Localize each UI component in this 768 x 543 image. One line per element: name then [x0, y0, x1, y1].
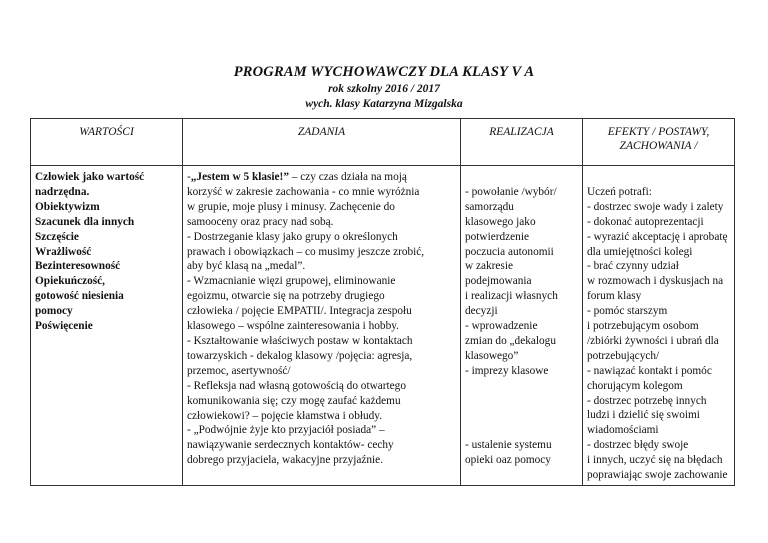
realizacja-line: - ustalenie systemu [465, 439, 552, 452]
realizacja-line: decyzji [465, 305, 498, 318]
efekt-line: i potrzebującym osobom [587, 320, 699, 333]
header-efekty-line1: EFEKTY / POSTAWY, [607, 126, 710, 138]
realizacja-line: poczucia autonomii [465, 245, 554, 258]
realizacja-line: potwierdzenie [465, 230, 529, 243]
realizacja-line: zmian do „dekalogu [465, 334, 556, 347]
zadanie-line: dobrego przyjaciela, wakacyjne przyjaźnie. [187, 454, 384, 467]
zadanie-line: w grupie, moje plusy i minusy. Zachęcenie do [187, 200, 395, 213]
efekt-line: Uczeń potrafi: [587, 185, 652, 198]
efekt-line: - brać czynny udział [587, 260, 679, 273]
header-wartosci: WARTOŚCI [31, 119, 183, 166]
efekt-line: - dostrzec swoje wady i zalety [587, 200, 724, 213]
zadanie-line: - Dostrzeganie klasy jako grupy o określonych [187, 230, 398, 243]
header-zadania: ZADANIA [183, 119, 461, 166]
wartosc-item: Szczęście [35, 230, 79, 243]
wartosc-item: Szacunek dla innych [35, 215, 135, 228]
table-row [31, 166, 735, 486]
program-table [30, 118, 735, 486]
zadanie-line: prawach i obowiązkach – co musimy jeszcze zrobić, [187, 245, 425, 258]
efekt-line: - pomóc starszym [587, 305, 668, 318]
realizacja-line: klasowego jako [465, 215, 536, 228]
efekty-cell [583, 166, 735, 486]
efekt-line: i innych, uczyć się na błędach [587, 454, 723, 467]
zadanie-line: - „Podwójnie żyje kto przyjaciół posiada” – [187, 424, 385, 437]
wartosc-item: nadrzędna. [35, 185, 90, 198]
zadanie-line: człowieka / pojęcie EMPATII/. Integracja zespołu [187, 305, 412, 318]
zadanie-line: - Wzmacnianie więzi grupowej, eliminowanie [187, 275, 396, 288]
efekt-line: - dostrzec błędy swoje [587, 439, 689, 452]
header-realizacja: REALIZACJA [461, 119, 583, 166]
zadanie-line: nawiązywanie serdecznych kontaktów- cechy [187, 439, 394, 452]
realizacja-line: opieki oaz pomocy [465, 454, 551, 467]
school-year: rok szkolny 2016 / 2017 [328, 83, 440, 95]
efekt-line: - wyrazić akceptację i aprobatę [587, 230, 728, 243]
wartosc-item: Wrażliwość [35, 245, 92, 258]
efekt-line: wiadomościami [587, 424, 659, 437]
zadanie-line: towarzyskich - dekalog klasowy /pojęcia: agresja, [187, 349, 413, 362]
efekt-line: - dokonać autoprezentacji [587, 215, 704, 228]
zadania-cell [183, 166, 461, 486]
zadanie-line: samooceny oraz pracy nad sobą. [187, 215, 334, 228]
efekt-line: forum klasy [587, 290, 642, 303]
zadanie-line: - Refleksja nad własną gotowością do otwartego [187, 379, 406, 392]
wartosci-cell [31, 166, 183, 486]
efekt-line: dla umiejętności kolegi [587, 245, 693, 258]
realizacja-line: - imprezy klasowe [465, 364, 549, 377]
zadanie-line: przemoc, asertywność/ [187, 364, 291, 377]
zadanie-line [187, 170, 456, 185]
wartosc-item: Bezinteresowność [35, 260, 121, 273]
realizacja-line: - wprowadzenie [465, 320, 538, 333]
header-efekty [583, 119, 735, 166]
realizacja-line: - powołanie /wybór/ [465, 185, 557, 198]
efekt-line: ludzi i dzielić się swoimi [587, 409, 700, 422]
efekt-line: /zbiórki żywności i ubrań dla [587, 334, 719, 347]
realizacja-line: i realizacji własnych [465, 290, 558, 303]
wartosc-item: Człowiek jako wartość [35, 171, 145, 183]
realizacja-line: w zakresie [465, 260, 513, 273]
efekt-line: potrzebujących/ [587, 349, 660, 362]
zadanie-line: - Kształtowanie właściwych postaw w kontaktach [187, 334, 413, 347]
header-efekty-line2: ZACHOWANIA / [619, 140, 698, 152]
realizacja-line: samorządu [465, 200, 514, 213]
efekt-line: - nawiązać kontakt i pomóc [587, 364, 712, 377]
wartosc-item: Opiekuńczość, [35, 275, 105, 288]
zadanie-highlight: „Jestem w 5 klasie!” [190, 171, 289, 183]
efekt-line: - dostrzec potrzebę innych [587, 394, 707, 407]
zadanie-line: korzyść w zakresie zachowania - co mnie wyróżnia [187, 185, 420, 198]
wartosc-item: Poświęcenie [35, 320, 93, 333]
zadanie-line: komunikowania się; czy mogę zaufać każdemu [187, 394, 401, 407]
class-teacher: wych. klasy Katarzyna Mizgalska [305, 98, 463, 110]
zadanie-line: aby być klasą na „medal”. [187, 260, 306, 273]
zadanie-line: egoizmu, otwarcie się na potrzeby drugiego [187, 290, 385, 303]
zadanie-line: człowiekowi? – pojęcie kłamstwa i obłudy. [187, 409, 383, 422]
efekt-line: w rozmowach i dyskusjach na [587, 275, 724, 288]
table-header-row [31, 119, 735, 166]
wartosc-item: gotowość niesienia [35, 290, 124, 303]
zadanie-rest: – czy czas działa na moją [288, 171, 407, 183]
wartosc-item: pomocy [35, 305, 73, 318]
zadanie-line: klasowego – wspólne zainteresowania i hobby. [187, 320, 399, 333]
realizacja-line: klasowego” [465, 349, 519, 362]
efekt-line: chorującym kolegom [587, 379, 683, 392]
realizacja-line: podejmowania [465, 275, 532, 288]
document-title: PROGRAM WYCHOWAWCZY DLA KLASY V A [233, 64, 535, 80]
wartosc-item: Obiektywizm [35, 200, 100, 213]
realizacja-cell [461, 166, 583, 486]
zadanie-prefix: - [187, 171, 191, 183]
efekt-line: poprawiając swoje zachowanie [587, 469, 728, 482]
